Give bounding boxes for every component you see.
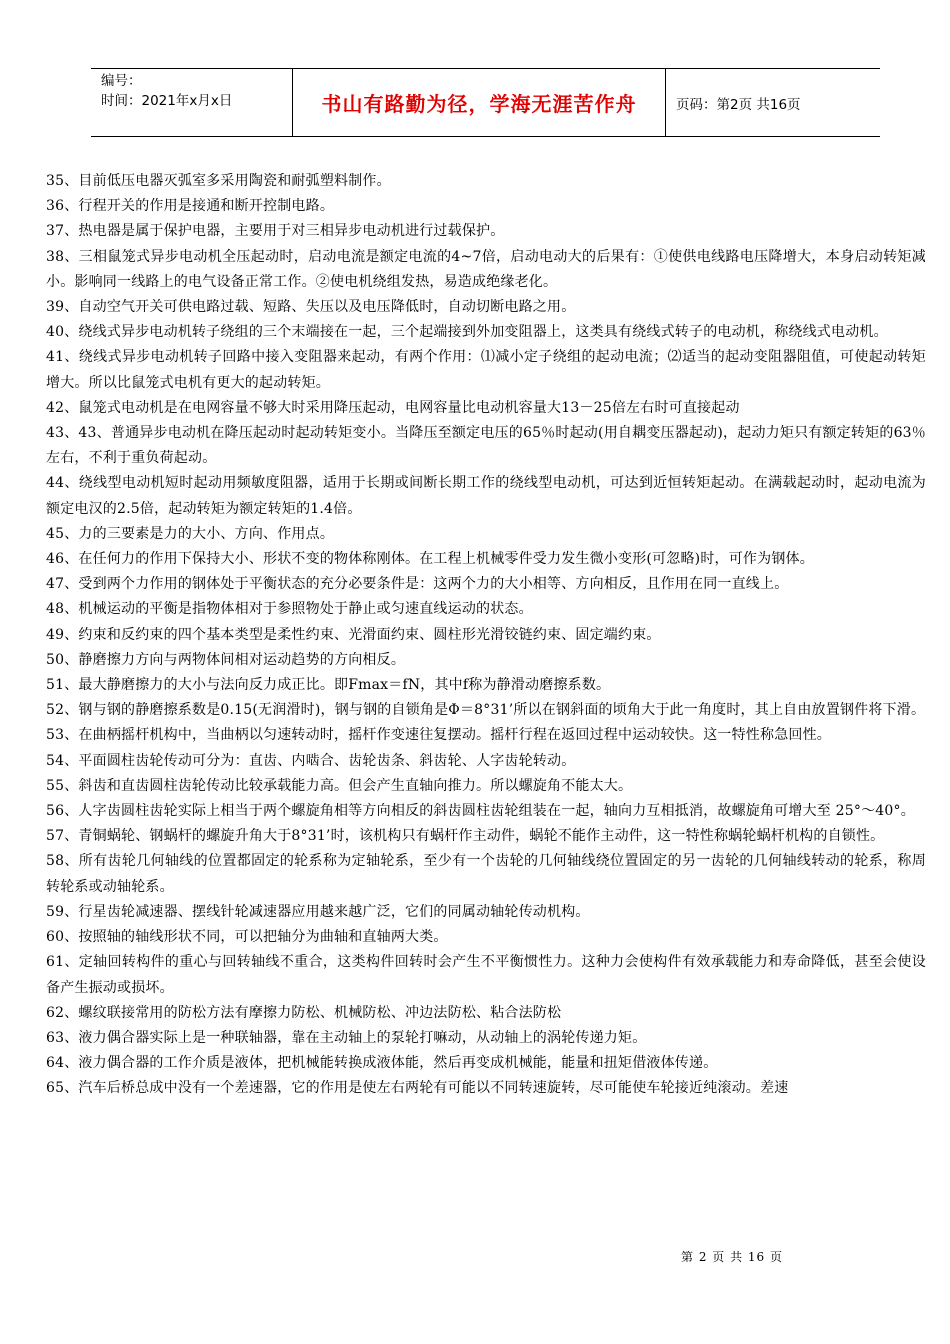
list-item: 37、热电器是属于保护电器，主要用于对三相异步电动机进行过载保护。 [46, 223, 505, 240]
list-item: 60、按照轴的轴线形状不同，可以把轴分为曲轴和直轴两大类。 [46, 929, 448, 946]
list-item: 56、人字齿圆柱齿轮实际上相当于两个螺旋角相等方向相反的斜齿圆柱齿轮组装在一起，轴向力互相抵消，故螺旋角可增大至 25°～40°。 [46, 803, 915, 820]
list-item: 43、43、普通异步电动机在降压起动时起动转矩变小。当降压至额定电压的65％时起动(用自耦变压器起动)，起动力矩只有额定转矩的63％左右，不利于重负荷起动。 [46, 425, 926, 467]
list-item: 65、汽车后桥总成中没有一个差速器，它的作用是使左右两轮有可能以不同转速旋转，尽可能使车轮接近纯滚动。差速 [46, 1080, 789, 1097]
list-item: 35、目前低压电器灭弧室多采用陶瓷和耐弧塑料制作。 [46, 173, 391, 189]
header-page-label: 页码：第2页 共16页 [676, 96, 801, 113]
list-item: 36、行程开关的作用是接通和断开控制电路。 [46, 198, 335, 215]
list-item: 51、最大静磨擦力的大小与法向反力成正比。即Fmax＝fN，其中f称为静滑动磨擦系数。 [46, 677, 611, 694]
list-item: 39、自动空气开关可供电路过载、短路、失压以及电压降低时，自动切断电路之用。 [46, 299, 576, 316]
list-item: 64、液力偶合器的工作介质是液体，把机械能转换成液体能，然后再变成机械能，能量和扭矩借液体传递。 [46, 1055, 718, 1072]
list-item: 52、钢与钢的静磨擦系数是0.15(无润滑时)，钢与钢的自锁角是Φ＝8°31’所以在钢斜面的顷角大于此一角度时，其上自由放置钢件将下滑。 [46, 702, 926, 719]
list-item: 40、绕线式异步电动机转子绕组的三个末端接在一起，三个起端接到外加变阻器上，这类具有绕线式转子的电动机，称绕线式电动机。 [46, 324, 888, 341]
list-item: 57、青铜蜗轮、钢蜗杆的螺旋升角大于8°31’时，该机构只有蜗杆作主动件，蜗轮不能作主动件，这一特性称蜗轮蜗杆机构的自锁性。 [46, 828, 885, 845]
page-footer: 第 2 页 共 16 页 [681, 1250, 783, 1264]
list-item: 58、所有齿轮几何轴线的位置都固定的轮系称为定轴轮系，至少有一个齿轮的几何轴线绕位置固定的另一齿轮的几何轴线转动的轮系，称周转轮系或动轴轮系。 [46, 853, 926, 895]
list-item: 45、力的三要素是力的大小、方向、作用点。 [46, 525, 335, 542]
list-item: 46、在任何力的作用下保持大小、形状不变的物体称刚体。在工程上机械零件受力发生微小变形(可忽略)时，可作为钢体。 [46, 551, 814, 568]
list-item: 38、三相鼠笼式异步电动机全压起动时，启动电流是额定电流的4~7倍，启动电动大的后果有：①使供电线路电压降增大，本身启动转矩减小。影响同一线路上的电气设备正常工作。②使电机绕组发热，易造成绝缘老化。 [46, 248, 926, 290]
header-motto: 书山有路勤为径，学海无涯苦作舟 [293, 69, 666, 136]
document-header [91, 68, 880, 137]
list-item: 47、受到两个力作用的钢体处于平衡状态的充分必要条件是：这两个力的大小相等、方向相反，且作用在同一直线上。 [46, 576, 789, 593]
list-item: 44、绕线型电动机短时起动用频敏度阻器，适用于长期或间断长期工作的绕线型电动机，可达到近恒转矩起动。在满载起动时，起动电流为额定电汉的2.5倍，起动转矩为额定转矩的1.4倍。 [46, 475, 926, 517]
list-item: 62、螺纹联接常用的防松方法有摩擦力防松、机械防松、冲边法防松、粘合法防松 [46, 1004, 562, 1021]
list-item: 41、绕线式异步电动机转子回路中接入变阻器来起动，有两个作用：⑴减小定子绕组的起动电流；⑵适当的起动变阻器阻值，可使起动转矩增大。所以比鼠笼式电机有更大的起动转矩。 [46, 349, 926, 391]
document-body [46, 169, 926, 1102]
list-item: 55、斜齿和直齿圆柱齿轮传动比较承载能力高。但会产生直轴向推力。所以螺旋角不能太大。 [46, 777, 633, 794]
list-item: 42、鼠笼式电动机是在电网容量不够大时采用降压起动，电网容量比电动机容量大13－25倍左右时可直接起动 [46, 399, 740, 416]
list-item: 54、平面圆柱齿轮传动可分为：直齿、内啮合、齿轮齿条、斜齿轮、人字齿轮转动。 [46, 752, 576, 769]
list-item: 53、在曲柄摇杆机构中，当曲柄以匀速转动时，摇杆作变速往复摆动。摇杆行程在返回过程中运动较快。这一特性称急回性。 [46, 727, 832, 744]
header-meta [91, 69, 293, 136]
list-item: 48、机械运动的平衡是指物体相对于参照物处于静止或匀速直线运动的状态。 [46, 601, 533, 618]
time-label: 时间：2021年x月x日 [101, 93, 233, 109]
list-item: 59、行星齿轮减速器、摆线针轮减速器应用越来越广泛，它们的同属动轴轮传动机构。 [46, 903, 590, 920]
number-label: 编号： [101, 73, 142, 89]
list-item: 50、静磨擦力方向与两物体间相对运动趋势的方向相反。 [46, 651, 406, 668]
list-item: 49、约束和反约束的四个基本类型是柔性约束、光滑面约束、圆柱形光滑铰链约束、固定端约束。 [46, 626, 661, 643]
list-item: 63、液力偶合器实际上是一种联轴器，靠在主动轴上的泵轮打嘛动，从动轴上的涡轮传递力矩。 [46, 1029, 647, 1046]
list-item: 61、定轴回转构件的重心与回转轴线不重合，这类构件回转时会产生不平衡惯性力。这种力会使构件有效承载能力和寿命降低，甚至会使设备产生振动或损坏。 [46, 954, 926, 996]
